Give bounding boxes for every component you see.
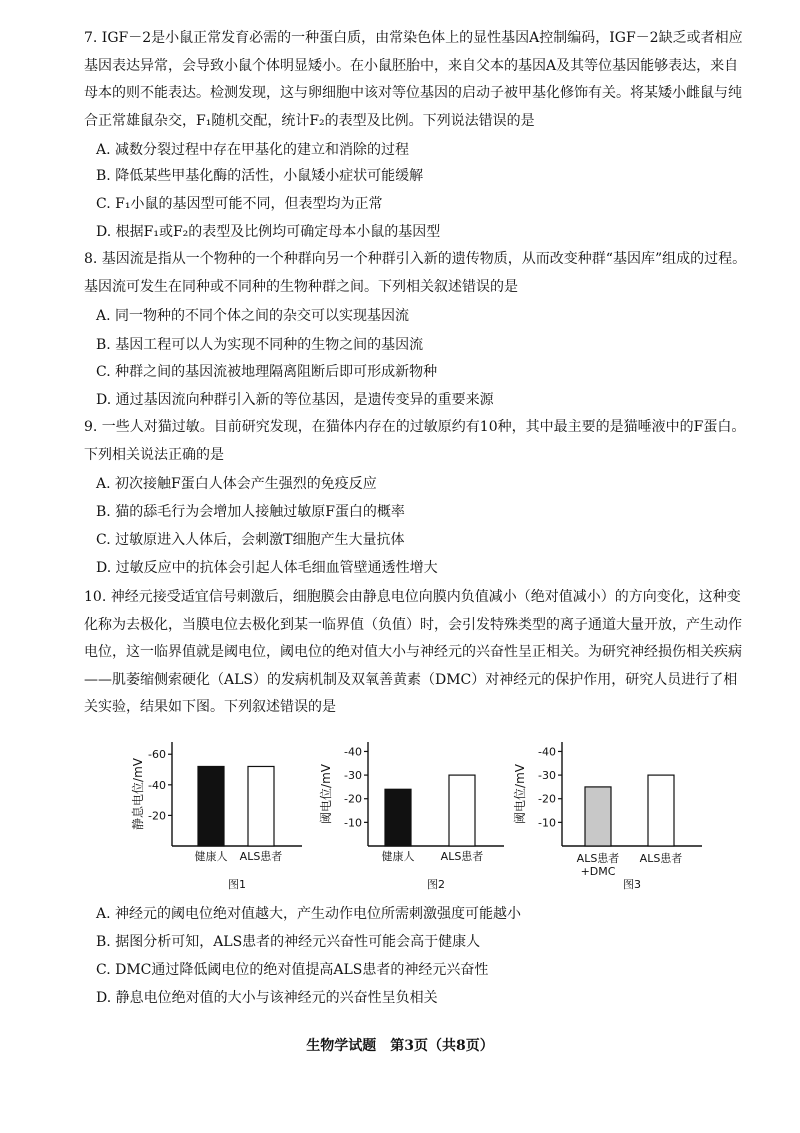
chart-resting-potential bbox=[120, 738, 310, 896]
bar-2 bbox=[248, 766, 274, 846]
y-tick-label: -30 bbox=[344, 769, 362, 783]
question-7-option-d: D. 根据F₁或F₂的表型及比例均可确定母本小鼠的基因型 bbox=[96, 224, 441, 240]
y-tick-label: -10 bbox=[538, 816, 556, 830]
y-tick-label: -30 bbox=[538, 769, 556, 783]
bar-1 bbox=[585, 787, 611, 846]
question-9-option-a: A. 初次接触F蛋白人体会产生强烈的免疫反应 bbox=[96, 476, 377, 492]
question-9-option-b: B. 猫的舔毛行为会增加人接触过敏原F蛋白的概率 bbox=[96, 504, 405, 520]
y-axis-label: 阈电位/mV bbox=[513, 764, 527, 824]
page-footer: 生物学试题 第3页（共8页） bbox=[306, 1038, 494, 1054]
question-10-stem: 10. 神经元接受适宜信号刺激后，细胞膜会由静息电位向膜内负值减小（绝对值减小）的方向变化，这种变化称为去极化，当膜电位去极化到某一临界值（负值）时，会引发特殊类型的离子通道大量开放，产生动作电位，这一临界值就是阈电位，阈电位的绝对值大小与神经元的兴奋性呈正相关。为研究神经损伤相关疾病——肌萎缩侧索硬化（ALS）的发病机制及双氧善黄素（DMC）对神经元的保护作用，研究人员进行了相关实验，结果如下图。下列叙述错误的是 bbox=[84, 589, 742, 715]
y-tick-label: -20 bbox=[344, 792, 362, 806]
y-axis-label: 阈电位/mV bbox=[319, 764, 333, 824]
question-9-stem: 9. 一些人对猫过敏。目前研究发现，在猫体内存在的过敏原约有10种，其中最主要的是猫唾液中的F蛋白。下列相关说法正确的是 bbox=[84, 419, 746, 463]
category-label: ALS患者 bbox=[576, 852, 620, 865]
bar-2 bbox=[449, 775, 475, 846]
chart-threshold-potential-dmc bbox=[508, 738, 710, 896]
question-10-option-c: C. DMC通过降低阈电位的绝对值提高ALS患者的神经元兴奋性 bbox=[96, 962, 489, 978]
question-9-option-c: C. 过敏原进入人体后，会刺激T细胞产生大量抗体 bbox=[96, 532, 405, 548]
figure-title: 图1 bbox=[228, 878, 246, 891]
chart-threshold-potential-healthy-vs-als bbox=[316, 738, 512, 896]
category-label: ALS患者 bbox=[639, 852, 683, 865]
y-tick-label: -60 bbox=[148, 748, 166, 762]
bar-1 bbox=[385, 789, 411, 846]
question-8-option-d: D. 通过基因流向种群引入新的等位基因，是遗传变异的重要来源 bbox=[96, 392, 494, 408]
category-label: 健康人 bbox=[381, 850, 415, 863]
y-tick-label: -10 bbox=[344, 816, 362, 830]
bar-1 bbox=[198, 766, 224, 846]
question-9-option-d: D. 过敏反应中的抗体会引起人体毛细血管壁通透性增大 bbox=[96, 560, 438, 576]
figure-title: 图2 bbox=[427, 878, 445, 891]
question-7-option-b: B. 降低某些甲基化酶的活性，小鼠矮小症状可能缓解 bbox=[96, 168, 424, 184]
question-7-option-c: C. F₁小鼠的基因型可能不同，但表型均为正常 bbox=[96, 196, 383, 212]
y-tick-label: -20 bbox=[538, 792, 556, 806]
question-8-option-c: C. 种群之间的基因流被地理隔离阻断后即可形成新物种 bbox=[96, 364, 438, 380]
category-label: ALS患者 bbox=[440, 850, 484, 863]
category-label: ALS患者 bbox=[239, 850, 283, 863]
question-8-option-b: B. 基因工程可以人为实现不同种的生物之间的基因流 bbox=[96, 337, 424, 353]
category-label: 健康人 bbox=[194, 850, 228, 863]
category-label: +DMC bbox=[580, 865, 616, 878]
question-8-stem: 8. 基因流是指从一个物种的一个种群向另一个种群引入新的遗传物质，从而改变种群“基因库”组成的过程。基因流可发生在同种或不同种的生物种群之间。下列相关叙述错误的是 bbox=[84, 251, 747, 295]
y-axis-label: 静息电位/mV bbox=[131, 758, 145, 830]
question-7-option-a: A. 减数分裂过程中存在甲基化的建立和消除的过程 bbox=[96, 142, 410, 158]
bar-2 bbox=[648, 775, 674, 846]
question-10-option-b: B. 据图分析可知，ALS患者的神经元兴奋性可能会高于健康人 bbox=[96, 934, 481, 950]
y-tick-label: -40 bbox=[538, 745, 556, 759]
question-8-option-a: A. 同一物种的不同个体之间的杂交可以实现基因流 bbox=[96, 308, 410, 324]
question-10-option-a: A. 神经元的阈电位绝对值越大，产生动作电位所需刺激强度可能越小 bbox=[96, 906, 522, 922]
y-tick-label: -40 bbox=[344, 745, 362, 759]
y-tick-label: -20 bbox=[148, 809, 166, 823]
y-tick-label: -40 bbox=[148, 778, 166, 792]
question-10-option-d: D. 静息电位绝对值的大小与该神经元的兴奋性呈负相关 bbox=[96, 990, 438, 1006]
figure-title: 图3 bbox=[623, 878, 641, 891]
question-7-stem: 7. IGF－2是小鼠正常发育必需的一种蛋白质，由常染色体上的显性基因A控制编码，IGF－2缺乏或者相应基因表达异常，会导致小鼠个体明显矮小。在小鼠胚胎中，来自父本的基因A及其等位基因能够表达，来自母本的则不能表达。检测发现，这与卵细胞中该对等位基因的启动子被甲基化修饰有关。将某矮小雌鼠与纯合正常雄鼠杂交，F₁随机交配，统计F₂的表型及比例。下列说法错误的是 bbox=[84, 30, 743, 129]
